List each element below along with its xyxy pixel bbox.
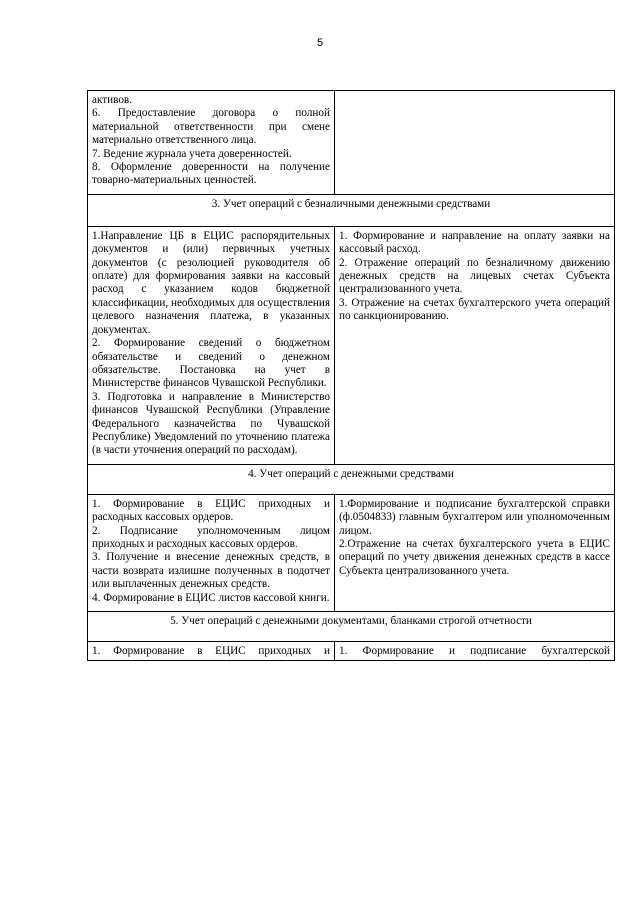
left-cell	[88, 91, 335, 195]
list-item: 1. Формирование в ЕЦИС приходных и расходных кассовых ордеров.	[92, 497, 330, 524]
page-number: 5	[316, 37, 324, 49]
list-item: 7. Ведение журнала учета доверенностей.	[92, 147, 292, 160]
section-title: 5. Учет операций с денежными документами, бланками строгой отчетности	[88, 612, 615, 642]
section-header-row	[88, 612, 615, 642]
left-cell	[88, 494, 335, 611]
list-item: 2. Формирование сведений о бюджетном обязательстве и сведений о денежном обязательстве. Постановка на учет в Министерстве финансов Чувашской Республики.	[92, 337, 330, 390]
list-item: 6. Предоставление договора о полной материальной ответственности при смене материально ответственного лица.	[92, 107, 330, 147]
list-item: 3. Получение и внесение денежных средств, в части возврата излишне полученных в подотчет или выплаченных денежных средств.	[92, 551, 330, 591]
list-item: 2. Подписание уполномоченным лицом приходных и расходных кассовых ордеров.	[92, 524, 330, 550]
list-item: 1. Формирование и подписание бухгалтерской	[339, 645, 610, 657]
left-cell	[88, 642, 335, 661]
responsibilities-table	[87, 90, 615, 661]
section-title: 4. Учет операций с денежными средствами	[88, 464, 615, 494]
list-item: активов.	[92, 94, 133, 106]
list-item: 8. Оформление доверенности на получение товарно-материальных ценностей.	[92, 161, 330, 187]
table-row	[88, 642, 615, 661]
section-header-row	[88, 194, 615, 226]
list-item: 1. Формирование в ЕЦИС приходных и	[92, 645, 330, 657]
list-item: 1.Формирование и подписание бухгалтерской справки (ф.0504833) главным бухгалтером или уполномоченным лицом.	[339, 497, 610, 537]
list-item: 3. Отражение на счетах бухгалтерского учета операций по санкционированию.	[339, 296, 610, 323]
left-cell	[88, 226, 335, 464]
right-cell	[335, 91, 615, 195]
list-item: 2.Отражение на счетах бухгалтерского учета в ЕЦИС операций по учету движения денежных средств в кассе Субъекта централизованного учета.	[339, 537, 610, 577]
list-item: 3. Подготовка и направление в Министерство финансов Чувашской Республики (Управление Федерального казначейства по Чувашской Республике) Уведомлений по уточнению платежа (в части уточнения операций по расходам).	[92, 390, 330, 457]
list-item: 2. Отражение операций по безналичному движению денежных средств на лицевых счетах Субъекта централизованного учета.	[339, 256, 610, 296]
list-item: 4. Формирование в ЕЦИС листов кассовой книги.	[92, 591, 330, 604]
table-row	[88, 91, 615, 195]
list-item: 1. Формирование и направление на оплату заявки на кассовый расход.	[339, 229, 610, 256]
section-header-row	[88, 464, 615, 494]
section-title: 3. Учет операций с безналичными денежными средствами	[88, 194, 615, 226]
table-row	[88, 226, 615, 464]
right-cell	[335, 642, 615, 661]
table-row	[88, 494, 615, 611]
right-cell	[335, 494, 615, 611]
list-item: 1.Направление ЦБ в ЕЦИС распорядительных документов и (или) первичных учетных документов (с резолюцией руководителя об оплате) для формирования заявки на кассовый расход с указанием кодов бюджетной классификации, необходимых для осуществления целевого назначения платежа, в указанных документах.	[92, 229, 330, 336]
right-cell	[335, 226, 615, 464]
